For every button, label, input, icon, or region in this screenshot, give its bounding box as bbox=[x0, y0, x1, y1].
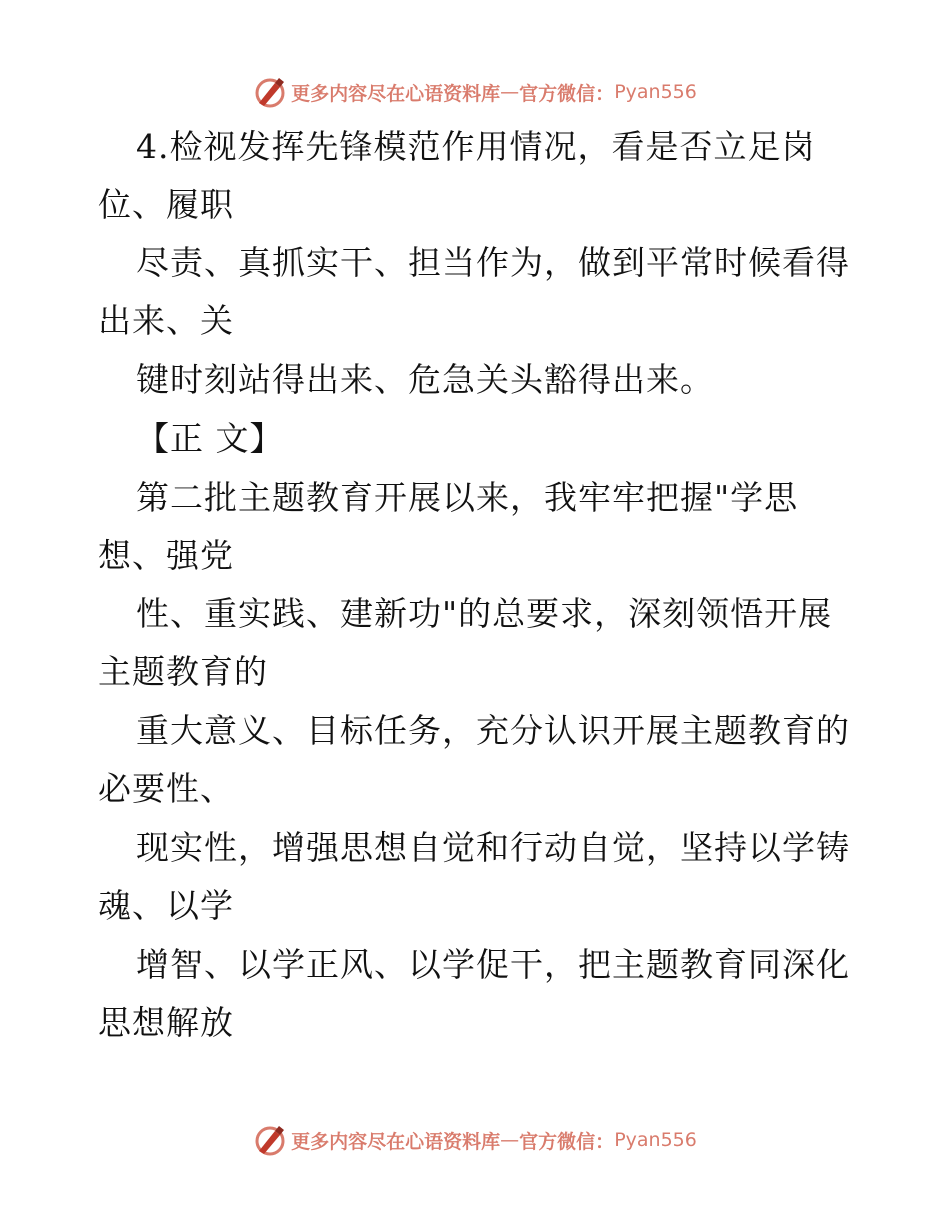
watermark-brand-text: 更多内容尽在心语资料库 bbox=[291, 1130, 501, 1153]
watermark-dash: — bbox=[500, 1129, 520, 1151]
body-line: 出来、关 bbox=[98, 301, 234, 340]
body-line: 增智、以学正风、以学促干，把主题教育同深化 bbox=[136, 945, 850, 984]
body-line: 位、履职 bbox=[98, 185, 234, 224]
pen-logo-icon bbox=[253, 75, 287, 109]
footer-watermark bbox=[0, 1120, 950, 1160]
header-watermark bbox=[0, 72, 950, 112]
watermark-brand-text: 更多内容尽在心语资料库 bbox=[291, 82, 501, 105]
watermark-dash: — bbox=[500, 81, 520, 103]
body-line: 魂、以学 bbox=[98, 886, 234, 925]
body-line: 主题教育的 bbox=[98, 652, 268, 691]
watermark-wechat-label: 官方微信： bbox=[519, 82, 615, 105]
watermark-wechat-id: Pyan556 bbox=[614, 81, 697, 103]
section-heading: 【正 文】 bbox=[136, 419, 284, 458]
body-line: 必要性、 bbox=[98, 769, 234, 808]
pen-logo-icon bbox=[253, 1123, 287, 1157]
body-line: 第二批主题教育开展以来，我牢牢把握"学思 bbox=[136, 478, 799, 517]
body-line: 尽责、真抓实干、担当作为，做到平常时候看得 bbox=[136, 243, 850, 282]
body-line: 想、强党 bbox=[98, 536, 234, 575]
body-line: 思想解放 bbox=[98, 1003, 234, 1042]
body-line: 重大意义、目标任务，充分认识开展主题教育的 bbox=[136, 711, 850, 750]
body-line: 键时刻站得出来、危急关头豁得出来。 bbox=[136, 360, 714, 399]
body-line: 性、重实践、建新功"的总要求，深刻领悟开展 bbox=[136, 594, 833, 633]
watermark-wechat-label: 官方微信： bbox=[519, 1130, 615, 1153]
body-line: 4.检视发挥先锋模范作用情况，看是否立足岗 bbox=[136, 127, 816, 166]
watermark-wechat-id: Pyan556 bbox=[614, 1129, 697, 1151]
body-line: 现实性，增强思想自觉和行动自觉，坚持以学铸 bbox=[136, 828, 850, 867]
